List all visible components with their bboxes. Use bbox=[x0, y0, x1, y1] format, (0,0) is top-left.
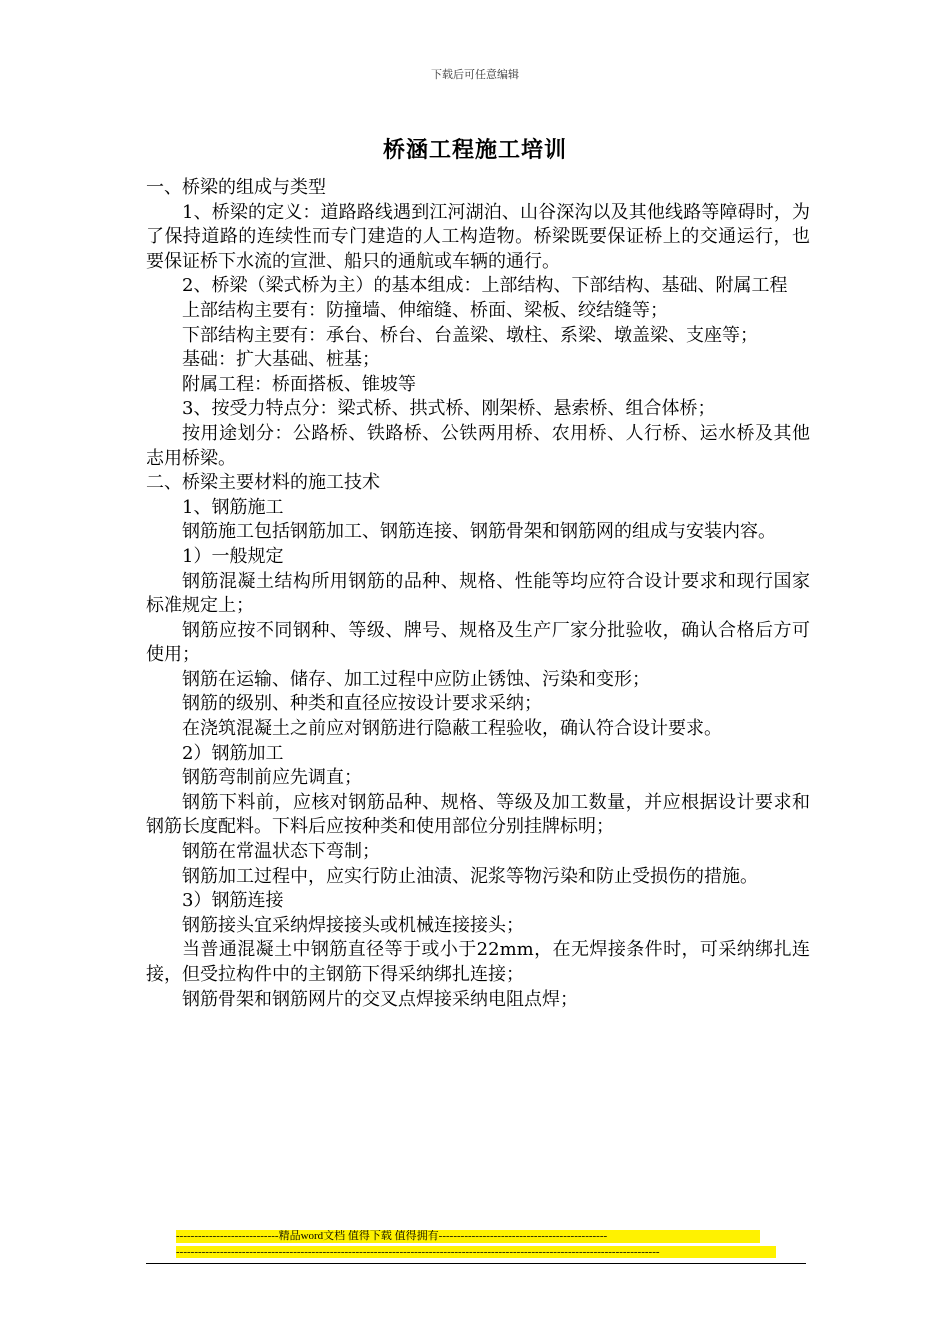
paragraph: 钢筋应按不同钢种、等级、牌号、规格及生产厂家分批验收，确认合格后方可使用； bbox=[146, 619, 810, 666]
paragraph: 钢筋加工过程中，应实行防止油渍、泥浆等物污染和防止受损伤的措施。 bbox=[182, 865, 758, 887]
footer-rule bbox=[146, 1263, 806, 1264]
paragraph: 钢筋混凝土结构所用钢筋的品种、规格、性能等均应符合设计要求和现行国家标准规定上； bbox=[146, 570, 810, 617]
header-note: 下载后可任意编辑 bbox=[431, 68, 519, 81]
paragraph: 1）一般规定 bbox=[182, 545, 284, 567]
paragraph: 钢筋骨架和钢筋网片的交叉点焊接采纳电阻点焊； bbox=[182, 988, 578, 1010]
paragraph: 一、桥梁的组成与类型 bbox=[146, 177, 326, 198]
paragraph: 附属工程：桥面搭板、锥坡等 bbox=[182, 373, 416, 395]
paragraph: 基础：扩大基础、桩基； bbox=[182, 349, 380, 371]
paragraph: 在浇筑混凝土之前应对钢筋进行隐蔽工程验收，确认符合设计要求。 bbox=[182, 718, 722, 740]
paragraph: 2、桥梁（梁式桥为主）的基本组成：上部结构、下部结构、基础、附属工程 bbox=[182, 275, 788, 297]
paragraph: 当普通混凝土中钢筋直径等于或小于22mm，在无焊接条件时，可采纳绑扎连接，但受拉构件中的主钢筋下得采纳绑扎连接； bbox=[146, 939, 810, 985]
document-body bbox=[146, 176, 810, 1012]
paragraph: 1、钢筋施工 bbox=[182, 496, 284, 518]
document-title: 桥涵工程施工培训 bbox=[382, 138, 567, 163]
paragraph: 钢筋接头宜采纳焊接接头或机械连接接头； bbox=[182, 914, 524, 936]
paragraph: 钢筋弯制前应先调直； bbox=[182, 767, 362, 789]
paragraph: 二、桥梁主要材料的施工技术 bbox=[146, 472, 380, 494]
paragraph: 下部结构主要有：承台、桥台、台盖梁、墩柱、系梁、墩盖梁、支座等； bbox=[182, 324, 758, 346]
paragraph: 钢筋施工包括钢筋加工、钢筋连接、钢筋骨架和钢筋网的组成与安装内容。 bbox=[182, 521, 776, 543]
paragraph: 钢筋的级别、种类和直径应按设计要求采纳； bbox=[182, 693, 542, 715]
paragraph: 上部结构主要有：防撞墙、伸缩缝、桥面、梁板、绞结缝等； bbox=[182, 299, 668, 321]
paragraph: 钢筋在运输、储存、加工过程中应防止锈蚀、污染和变形； bbox=[182, 668, 650, 690]
paragraph: 按用途划分：公路桥、铁路桥、公铁两用桥、农用桥、人行桥、运水桥及其他志用桥梁。 bbox=[146, 422, 810, 469]
paragraph: 1、桥梁的定义：道路路线遇到江河湖泊、山谷深沟以及其他线路等障碍时，为了保持道路的连续性而专门建造的人工构造物。桥梁既要保证桥上的交通运行，也要保证桥下水流的宣泄、船只的通航或车辆的通行。 bbox=[146, 201, 810, 272]
footer-banner-dashes: ------------------------------------------------------------------------------------------------------------------------------------ bbox=[176, 1246, 776, 1258]
paragraph: 3、按受力特点分：梁式桥、拱式桥、刚架桥、悬索桥、组合体桥； bbox=[182, 398, 716, 420]
paragraph: 钢筋在常温状态下弯制； bbox=[182, 841, 380, 863]
paragraph: 2）钢筋加工 bbox=[182, 742, 284, 764]
footer-banner: ----------------------------精品word文档 值得下载 值得拥有---------------------------------------------- bbox=[176, 1230, 760, 1243]
paragraph: 钢筋下料前，应核对钢筋品种、规格、等级及加工数量，并应根据设计要求和钢筋长度配料。下料后应按种类和使用部位分别挂牌标明； bbox=[146, 791, 810, 838]
paragraph: 3）钢筋连接 bbox=[182, 890, 284, 912]
